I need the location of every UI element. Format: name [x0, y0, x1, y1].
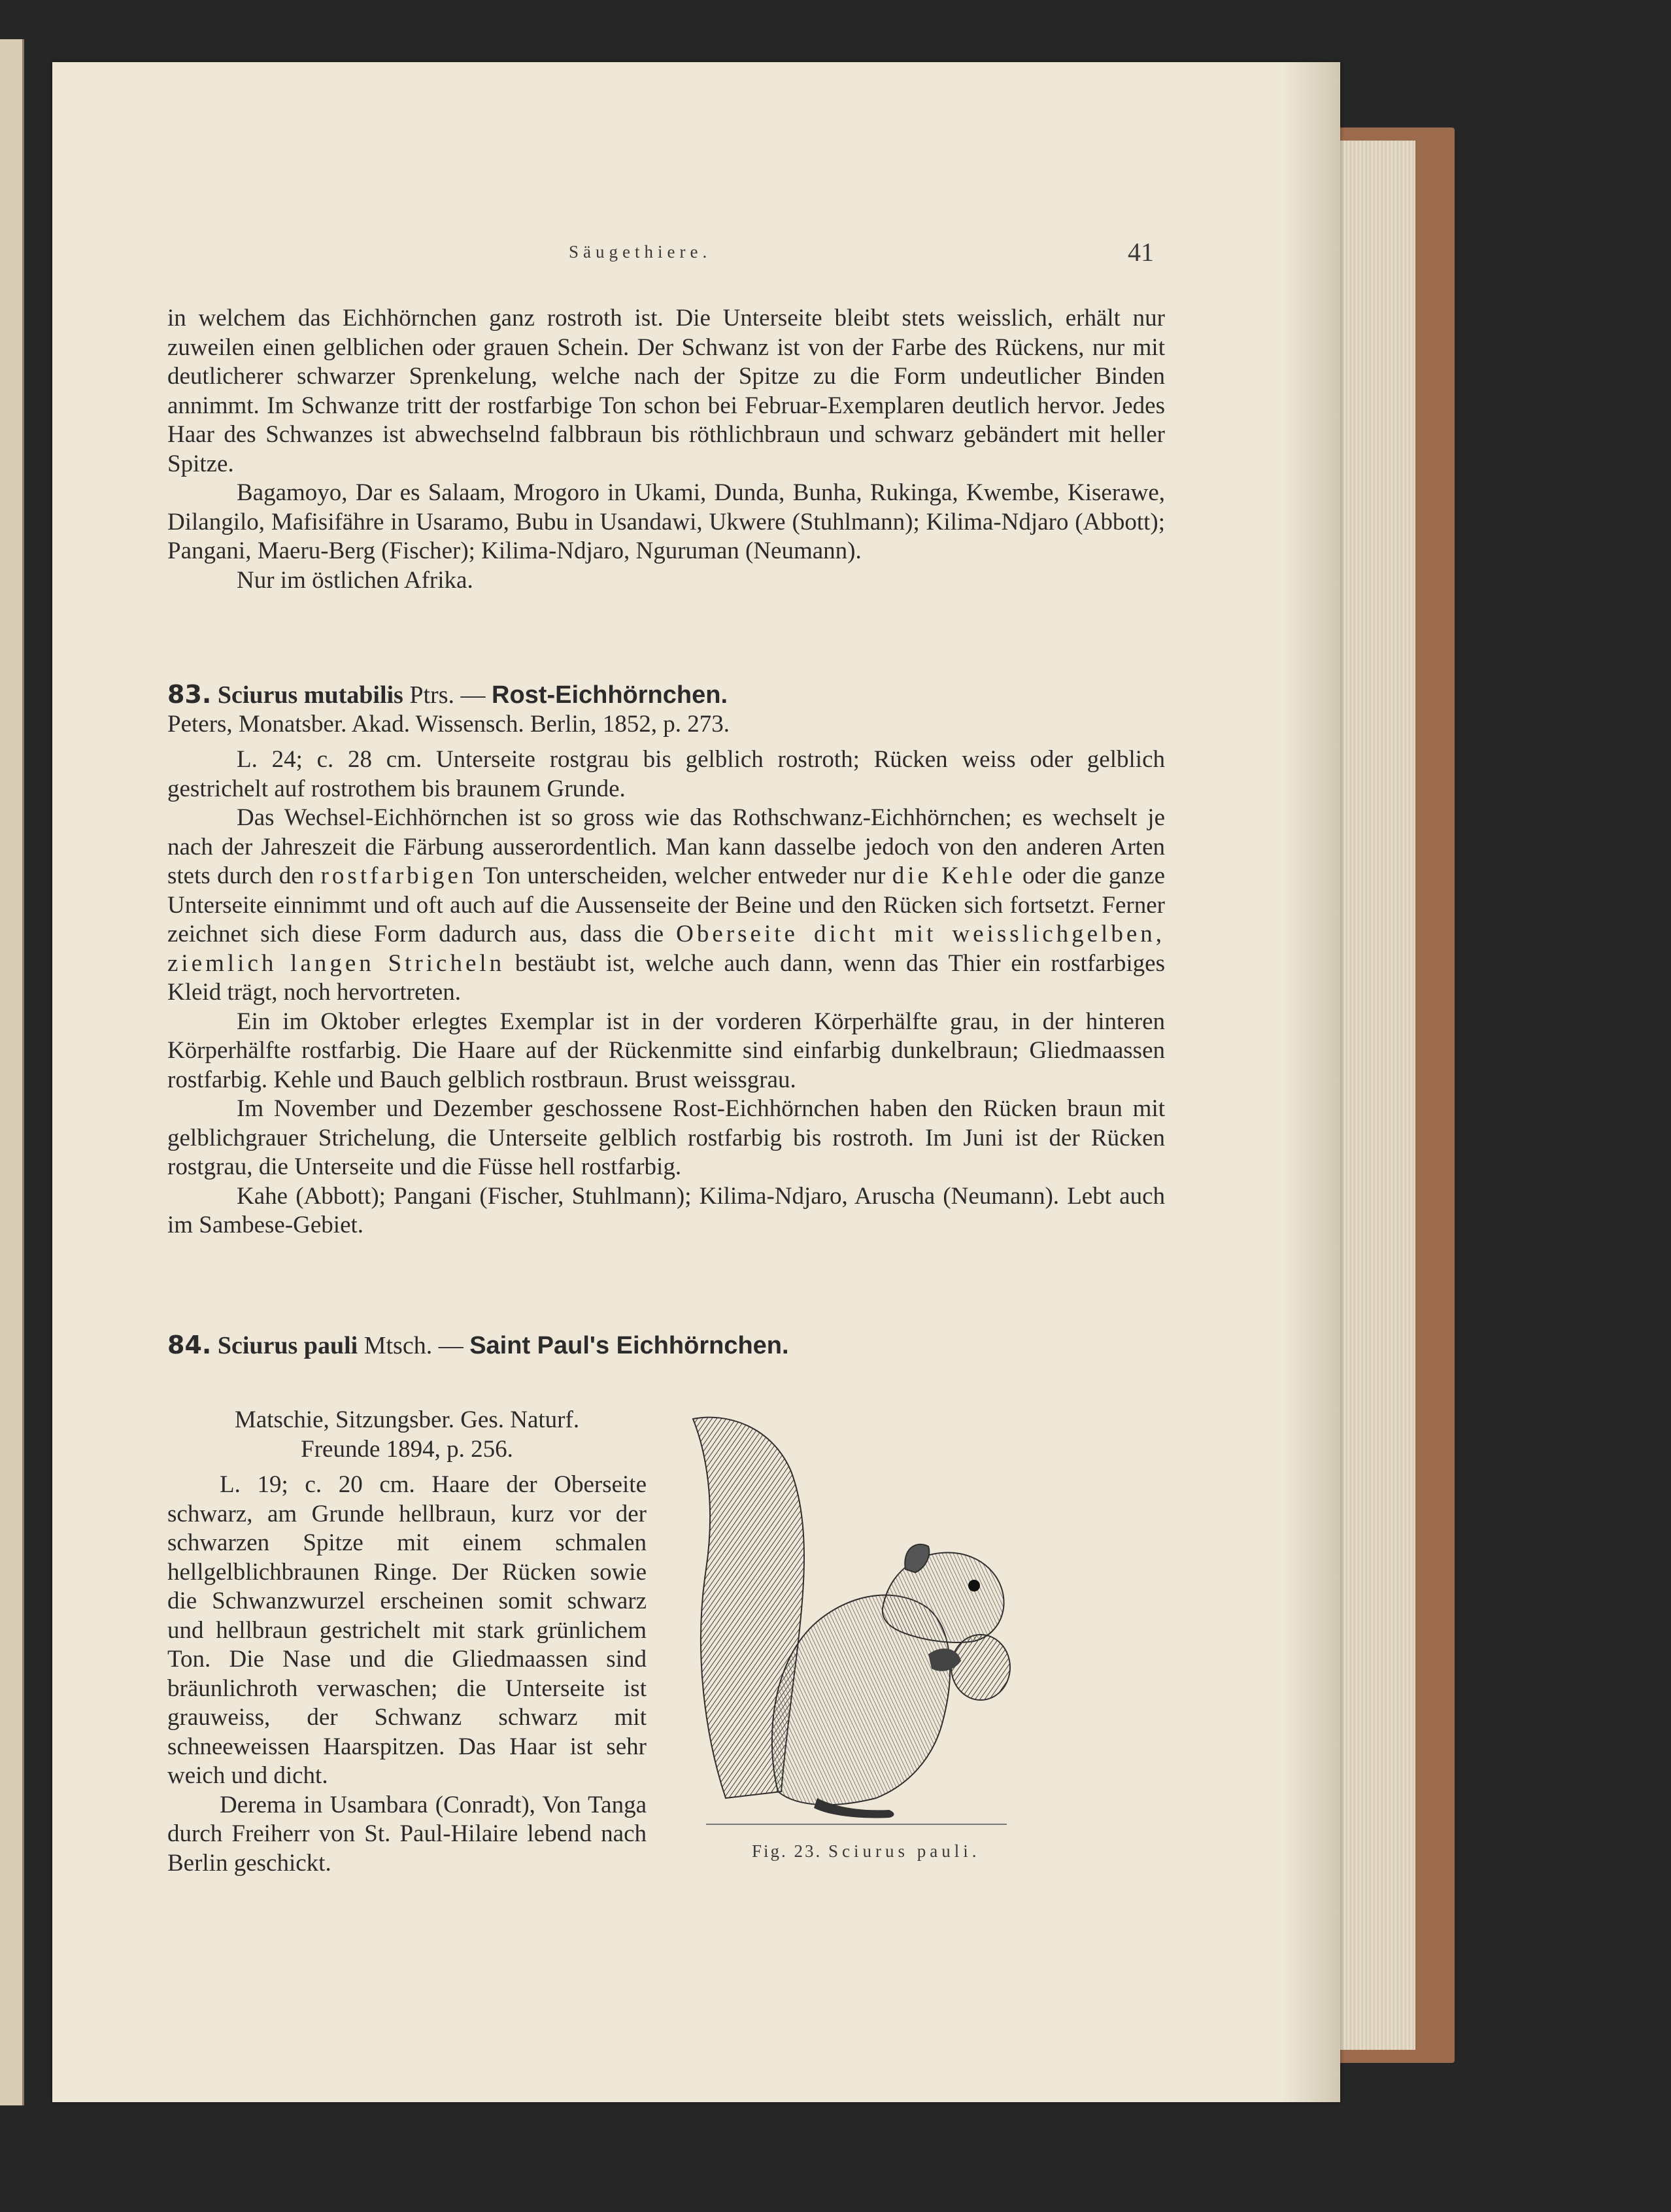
species-84-column — [167, 1406, 647, 1878]
eye — [968, 1580, 980, 1591]
author: Ptrs. — [409, 681, 454, 709]
nut — [951, 1635, 1010, 1700]
october-specimen-paragraph: Ein im Oktober erlegtes Exemplar ist in der vorderen Körperhälfte grau, in der hinteren Körperhälfte rostfarbig. Die Haare auf der Rückenmitte sind einfarbig dunkelbraun; Gliedmaassen rostfarbig. Kehle und Bauch gelblich rostbraun. Brust weissgrau. — [167, 1008, 1165, 1093]
species-83-section — [167, 680, 1165, 1240]
squirrel-illustration — [667, 1373, 1033, 1844]
text-run: Das Wechsel-Eichhörnchen ist so gross wie das Rothschwanz-Eichhörnchen; es wechselt je nach der Jahreszeit die Färbung ausserordentlich. Man kann dasselbe jedoch von den anderen Arten stets durch den — [167, 804, 1165, 889]
page-number: 41 — [1128, 237, 1154, 267]
author: Mtsch. — [363, 1332, 433, 1359]
running-head: Säugethiere. — [569, 242, 712, 262]
species-84-heading-block — [167, 1331, 1165, 1361]
page-edges — [1337, 141, 1415, 2050]
common-name: Saint Paul's Eichhörnchen. — [469, 1332, 789, 1359]
dash: — — [438, 1332, 464, 1359]
seasonal-paragraph: Im November und Dezember geschossene Rost-Eichhörnchen haben den Rücken braun mit gelblichgrauer Strichelung, die Unterseite gelblich rostfarbig bis rostroth. Im Juni ist der Rücken rostgrau, die Unterseite und die Füsse hell rostfarbig. — [167, 1095, 1165, 1180]
text-run: bestäubt ist, welche auch dann, wenn das Thier ein rostfarbiges Kleid trägt, noch hervortreten. — [167, 949, 1166, 1006]
figure-label: Fig. 23. — [752, 1841, 822, 1861]
description-paragraph: L. 19; c. 20 cm. Haare der Oberseite schwarz, am Grunde hellbraun, kurz vor der schwarzen Spitze mit einem schmalen hellgelblichbraunen Ringe. Der Rücken sowie die Schwanzwurzel erscheinen somit schwarz und hellbraun gestrichelt mit stark grünlichem Ton. Die Nase und die Gliedmaassen sind bräunlichroth verwaschen; die Unterseite ist grauweiss, der Schwanz schwarz mit schneeweissen Haarspitzen. Das Haar ist sehr weich und dicht. — [167, 1471, 647, 1789]
localities-paragraph: Bagamoyo, Dar es Salaam, Mrogoro in Ukami, Dunda, Bunha, Rukinga, Kwembe, Kiserawe, Dilangilo, Mafisifähre in Usaramo, Bubu in Usandawi, Ukwere (Stuhlmann); Kilima-Ndjaro (Abbott); Pangani, Maeru-Berg (Fischer); Kilima-Ndjaro, Nguruman (Neumann). — [167, 479, 1165, 564]
dash: — — [460, 681, 486, 709]
head — [883, 1552, 1004, 1642]
species-number: 84. — [167, 1331, 212, 1359]
localities-paragraph: Derema in Usambara (Conradt), Von Tanga durch Freiherr von St. Paul-Hilaire lebend nach Berlin geschickt. — [167, 1791, 647, 1877]
spaced-text: Oberseite dicht mit weisslichgelben, ziemlich langen Stricheln — [167, 921, 1165, 977]
spaced-text: rostfarbigen — [320, 862, 477, 889]
spaced-text: die Kehle — [892, 862, 1016, 889]
previous-species-text — [167, 304, 1165, 595]
scientific-name: Sciurus mutabilis — [217, 681, 403, 709]
species-83-reference: Peters, Monatsber. Akad. Wissensch. Berlin, 1852, p. 273. — [167, 710, 730, 738]
text-run: oder die ganze Unterseite einnimmt und oft auch auf die Aussenseite der Beine und den Rücken sich fortsetzt. Ferner zeichnet sich diese Form dadurch aus, dass die — [167, 862, 1166, 947]
figure-name: Sciurus pauli. — [828, 1841, 981, 1861]
scientific-name: Sciurus pauli — [217, 1332, 358, 1359]
previous-page-edge — [0, 39, 24, 2105]
colour-paragraph — [167, 804, 1165, 1008]
description-paragraph: in welchem das Eichhörnchen ganz rostroth ist. Die Unterseite bleibt stets weisslich, erhält nur zuweilen einen gelblichen oder grauen Schein. Der Schwanz ist von der Farbe des Rückens, nur mit deutlicherer schwarzer Sprenkelung, welche nach der Spitze zu die Form undeutlicher Binden annimmt. Im Schwanze tritt der rostfarbige Ton schon bei Februar-Exemplaren deutlich hervor. Jedes Haar des Schwanzes ist abwechselnd falbbraun bis röthlichbraun und schwarz gebändert mit heller Spitze. — [167, 305, 1165, 477]
reference-line-2: Freunde 1894, p. 256. — [301, 1435, 513, 1463]
localities-paragraph: Kahe (Abbott); Pangani (Fischer, Stuhlmann); Kilima-Ndjaro, Aruscha (Neumann). Lebt auch im Sambese-Gebiet. — [167, 1182, 1165, 1238]
species-84-heading — [167, 1331, 1165, 1361]
common-name: Rost-Eichhörnchen. — [492, 681, 728, 709]
species-number: 83. — [167, 680, 212, 709]
species-83-heading — [167, 680, 1165, 710]
measurements-paragraph: L. 24; c. 28 cm. Unterseite rostgrau bis gelblich rostroth; Rücken weiss oder gelblich gestrichelt auf rostrothem bis braunem Grunde. — [167, 746, 1165, 802]
figure-caption — [752, 1841, 981, 1862]
reference-line-1: Matschie, Sitzungsber. Ges. Naturf. — [234, 1406, 580, 1433]
text-run: Ton unterscheiden, welcher entweder nur — [477, 862, 892, 889]
distribution-paragraph: Nur im östlichen Afrika. — [237, 566, 473, 594]
